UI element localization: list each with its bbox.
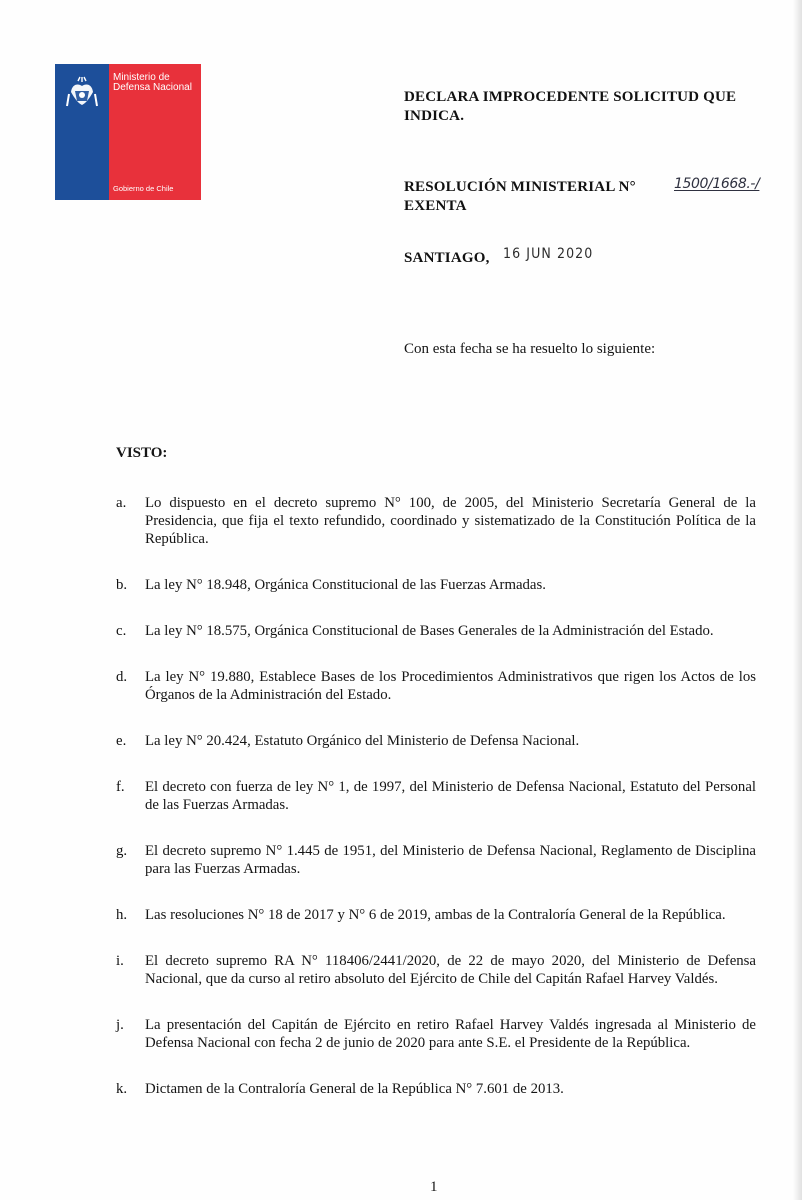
item-letter: i. [116,953,124,969]
item-text: La presentación del Capitán de Ejército en retiro Rafael Harvey Valdés ingresada al Ministerio de Defensa Nacional con fecha 2 de junio de 2020 para ante S.E. el Presidente de la República. [145,1017,756,1051]
item-text: La ley N° 18.948, Orgánica Constitucional de las Fuerzas Armadas. [145,577,546,593]
resolution-number: 1500/1668.-/ [674,176,760,192]
visto-item-b [116,576,756,594]
visto-item-j [116,1016,756,1052]
visto-item-h [116,906,756,924]
visto-item-c [116,622,756,640]
item-text: La ley N° 20.424, Estatuto Orgánico del Ministerio de Defensa Nacional. [145,733,580,749]
ministry-name: Ministerio de Defensa Nacional [113,72,192,93]
item-letter: c. [116,623,127,639]
visto-item-a [116,494,756,548]
visto-item-d [116,668,756,704]
document-location: SANTIAGO, [404,250,490,266]
item-text: El decreto supremo N° 1.445 de 1951, del Ministerio de Defensa Nacional, Reglamento de Disciplina para las Fuerzas Armadas. [145,843,756,877]
ministry-logo [55,64,201,200]
visto-item-f [116,778,756,814]
item-letter: d. [116,669,128,685]
page-number: 1 [430,1179,438,1195]
item-letter: h. [116,907,128,923]
item-text: La ley N° 18.575, Orgánica Constitucional de Bases Generales de la Administración del Estado. [145,623,714,639]
visto-heading: VISTO: [116,445,168,461]
coat-of-arms-icon [65,76,99,110]
item-letter: a. [116,495,127,511]
item-text: La ley N° 19.880, Establece Bases de los Procedimientos Administrativos que rigen los Actos de los Órganos de la Administración del Estado. [145,669,756,703]
item-letter: k. [116,1081,128,1097]
visto-item-g [116,842,756,878]
item-letter: j. [116,1017,124,1033]
item-letter: b. [116,577,128,593]
visto-item-i [116,952,756,988]
item-letter: f. [116,779,125,795]
item-text: Las resoluciones N° 18 de 2017 y N° 6 de 2019, ambas de la Contraloría General de la República. [145,907,726,923]
document-title: DECLARA IMPROCEDENTE SOLICITUD QUE INDICA. [404,89,737,124]
visto-list [116,494,756,1126]
item-text: Lo dispuesto en el decreto supremo N° 100, de 2005, del Ministerio Secretaría General de la Presidencia, que fija el texto refundido, coordinado y sistematizado de la Constitución Política de la República. [145,495,756,547]
page-edge-shadow [793,0,802,1200]
logo-red-panel [109,64,201,200]
visto-item-k [116,1080,756,1098]
resolution-prefix: RESOLUCIÓN MINISTERIAL N° [404,179,636,195]
item-text: Dictamen de la Contraloría General de la República N° 7.601 de 2013. [145,1081,564,1097]
item-letter: e. [116,733,127,749]
logo-blue-panel [55,64,109,200]
resolution-type: EXENTA [404,198,467,214]
item-text: El decreto supremo RA N° 118406/2441/2020, de 22 de mayo 2020, del Ministerio de Defensa Nacional, que da curso al retiro absoluto del Ejército de Chile del Capitán Rafael Harvey Valdés. [145,953,756,987]
item-text: El decreto con fuerza de ley N° 1, de 1997, del Ministerio de Defensa Nacional, Estatuto del Personal de las Fuerzas Armadas. [145,779,756,813]
government-name: Gobierno de Chile [113,184,174,193]
introduction-text: Con esta fecha se ha resuelto lo siguiente: [404,341,656,357]
date-stamp: 16 JUN 2020 [503,246,594,262]
visto-item-e [116,732,756,750]
item-letter: g. [116,843,128,859]
